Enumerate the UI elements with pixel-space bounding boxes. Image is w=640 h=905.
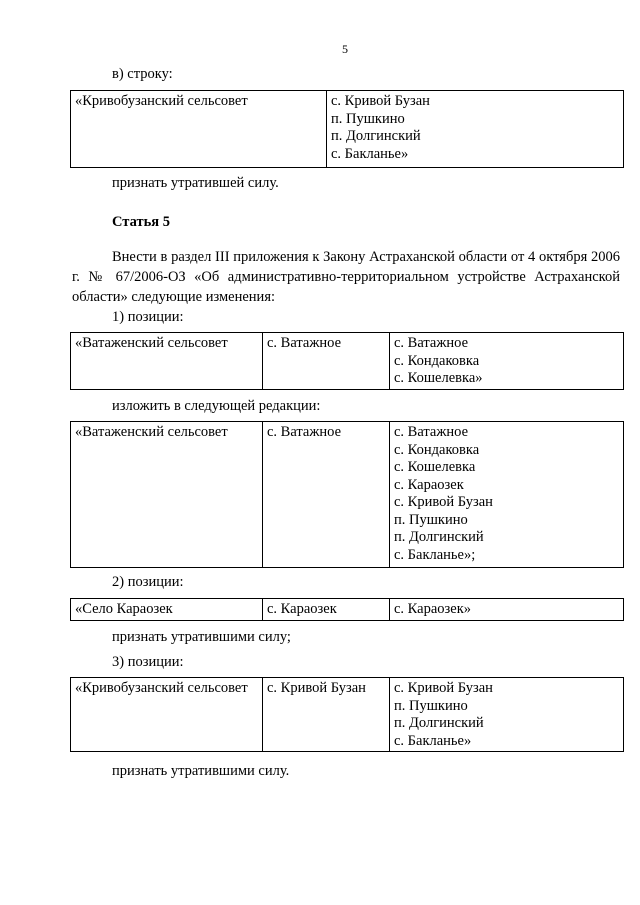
place-line: с. Ватажное [394, 335, 469, 351]
place-line: с. Кошелевка [394, 459, 476, 475]
unit-name-cell: «Село Караозек [71, 599, 263, 621]
place-line: п. Пушкино [331, 110, 405, 127]
item2-table [70, 598, 624, 621]
unit-name-cell: «Ватаженский сельсовет [71, 422, 263, 568]
place-line: с. Ватажное [394, 424, 469, 440]
item3-label: 3) позиции: [112, 654, 184, 670]
block-v-table [70, 90, 624, 168]
block-v-after: признать утратившей силу. [112, 175, 279, 191]
table-row [71, 91, 624, 168]
place-line: с. Караозек» [394, 601, 471, 617]
table-row [71, 333, 624, 390]
place-line: с. Кондаковка [394, 441, 480, 458]
unit-name-cell: «Кривобузанский сельсовет [71, 91, 327, 168]
center-cell: с. Кривой Бузан [263, 678, 390, 752]
place-line: с. Кошелевка» [394, 370, 483, 386]
center-cell: с. Ватажное [263, 333, 390, 390]
item2-label: 2) позиции: [112, 574, 184, 590]
places-cell [327, 91, 624, 168]
places-cell [390, 422, 624, 568]
item1-label: 1) позиции: [112, 309, 184, 325]
table-row [71, 422, 624, 568]
place-line: с. Кондаковка [394, 352, 480, 369]
place-line: с. Бакланье»; [394, 546, 476, 563]
place-line: с. Кривой Бузан [331, 93, 430, 109]
place-line: п. Долгинский [394, 529, 484, 545]
item1-edit-label: изложить в следующей редакции: [112, 398, 321, 414]
place-line: п. Пушкино [394, 697, 468, 714]
item3-after: признать утратившими силу. [112, 763, 290, 779]
item1-new-table [70, 421, 624, 568]
article-intro: Внести в раздел III приложения к Закону Астраханской области от 4 октября 2006 г. № 67/2006-ОЗ «Об административно-территориальном устройстве Астраханской области» следующие изменения: [72, 249, 620, 305]
item3-table [70, 677, 624, 752]
unit-name-cell: «Кривобузанский сельсовет [71, 678, 263, 752]
page-number: 5 [342, 42, 348, 56]
places-cell [390, 333, 624, 390]
place-line: с. Кривой Бузан [394, 680, 493, 696]
center-cell: с. Ватажное [263, 422, 390, 568]
places-cell [390, 678, 624, 752]
center-cell: с. Караозек [263, 599, 390, 621]
table-row [71, 599, 624, 621]
table-row [71, 678, 624, 752]
place-line: п. Долгинский [394, 715, 484, 731]
item2-after: признать утратившими силу; [112, 629, 291, 645]
place-line: п. Пушкино [394, 511, 468, 528]
place-line: с. Караозек [394, 476, 464, 493]
item1-old-table [70, 332, 624, 390]
article-title: Статья 5 [112, 214, 170, 230]
unit-name-cell: «Ватаженский сельсовет [71, 333, 263, 390]
places-cell [390, 599, 624, 621]
place-line: с. Бакланье» [394, 732, 472, 749]
place-line: с. Кривой Бузан [394, 494, 493, 510]
place-line: с. Бакланье» [331, 145, 409, 162]
block-v-label: в) строку: [112, 66, 173, 82]
place-line: п. Долгинский [331, 128, 421, 144]
